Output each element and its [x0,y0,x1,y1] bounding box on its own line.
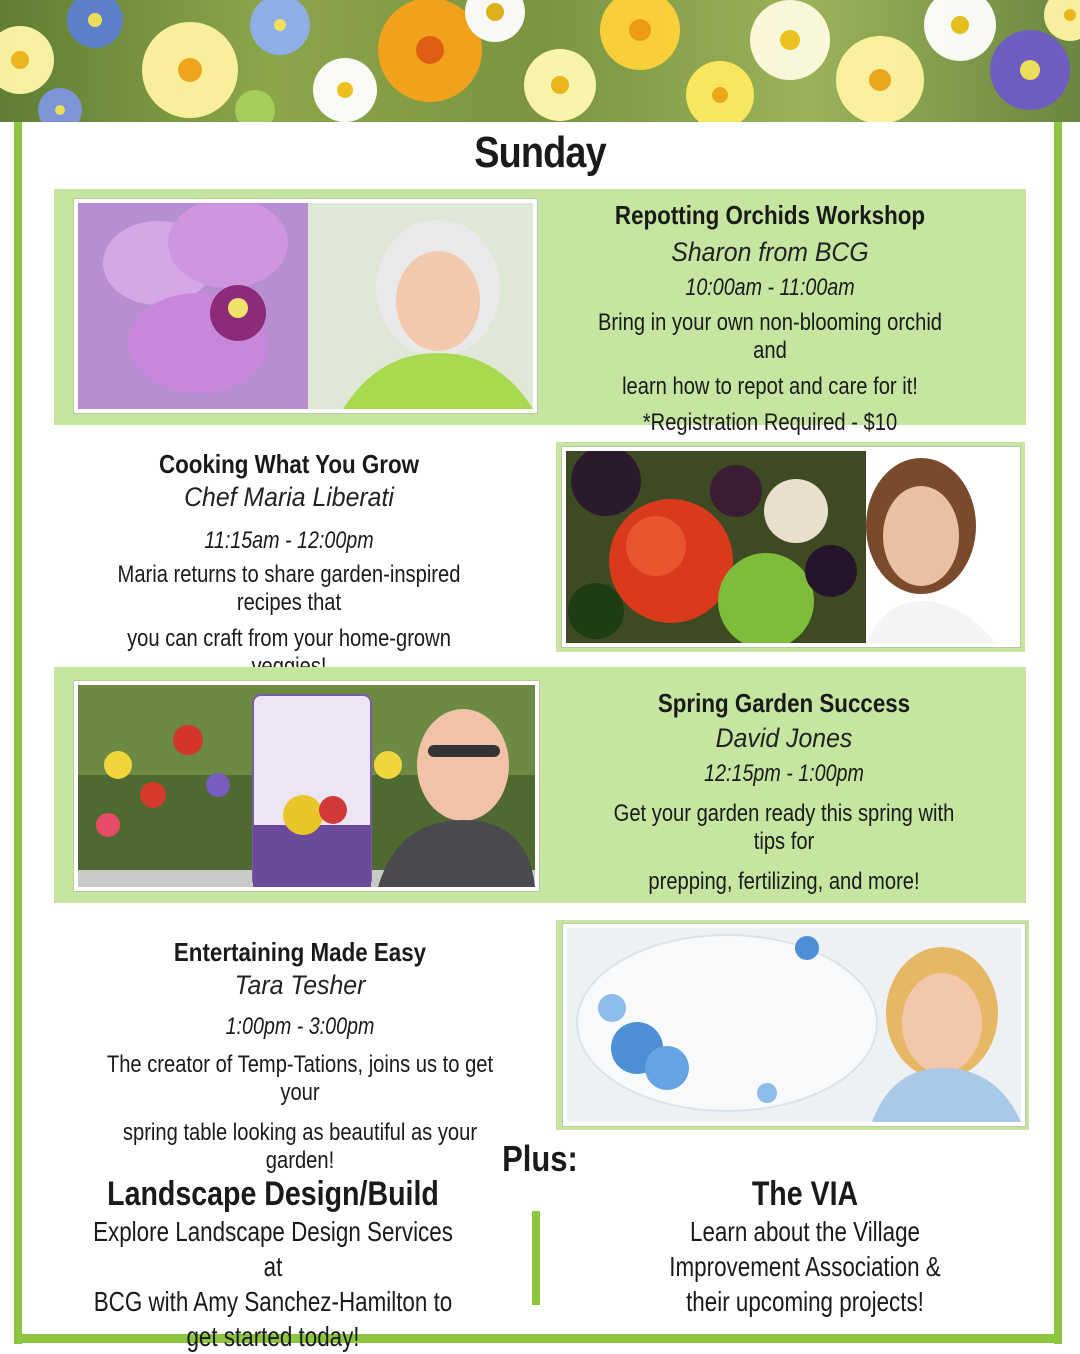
event-title: Spring Garden Success [657,688,911,718]
event-description-line: Get your garden ready this spring with tips for [613,800,955,855]
via-line: Learn about the Village [690,1216,920,1247]
frame-right-border [1054,122,1062,1344]
event-description-line: prepping, fertilizing, and more! [648,868,920,895]
via-heading: The VIA [751,1175,859,1213]
event-description-line: The creator of Temp-Tations, joins us to get your [106,1051,494,1106]
cooking-photo [561,446,1021,648]
event-time: 12:15pm - 1:00pm [704,760,864,787]
event-time: 1:00pm - 3:00pm [225,1013,375,1040]
landscape-design-line: BCG with Amy Sanchez-Hamilton to [93,1286,453,1317]
event-cooking-text [50,449,528,681]
event-title: Cooking What You Grow [158,449,420,479]
orchid-workshop-photo [73,198,538,414]
via-line: their upcoming projects! [686,1286,924,1317]
plus-divider [532,1211,540,1305]
landscape-design-column [40,1175,506,1354]
event-description-line: learn how to repot and care for it! [622,373,918,400]
landscape-design-heading: Landscape Design/Build [107,1175,439,1213]
event-description-line: Bring in your own non-blooming orchid and [597,309,943,364]
event-presenter: Tara Tesher [234,970,366,1000]
event-time: 11:15am - 12:00pm [204,527,374,554]
day-title: Sunday [474,128,606,177]
event-orchids-text [560,200,980,437]
flower-banner [0,0,1080,122]
event-registration-note: *Registration Required - $10 [642,409,898,436]
landscape-design-line: Explore Landscape Design Services at [93,1216,453,1282]
event-presenter: David Jones [715,723,853,753]
event-garden-text [560,688,1008,896]
event-presenter: Sharon from BCG [671,237,869,267]
garden-success-photo [73,680,540,892]
landscape-design-line: get started today! [186,1321,360,1352]
event-title: Entertaining Made Easy [173,937,427,967]
via-column [570,1175,1040,1319]
frame-left-border [14,122,22,1344]
event-presenter: Chef Maria Liberati [184,482,394,512]
flower-banner-illustration [0,0,1080,122]
plus-label: Plus: [502,1138,578,1179]
event-time: 10:00am - 11:00am [685,274,855,301]
entertaining-photo [562,923,1026,1127]
event-title: Repotting Orchids Workshop [614,200,926,230]
via-line: Improvement Association & [669,1251,941,1282]
event-description-line: you can craft from your home-grown [127,625,451,652]
event-description-line: Maria returns to share garden-inspired recipes that [117,561,461,616]
event-description-line: spring table looking as beautiful as your garden! [122,1119,478,1174]
